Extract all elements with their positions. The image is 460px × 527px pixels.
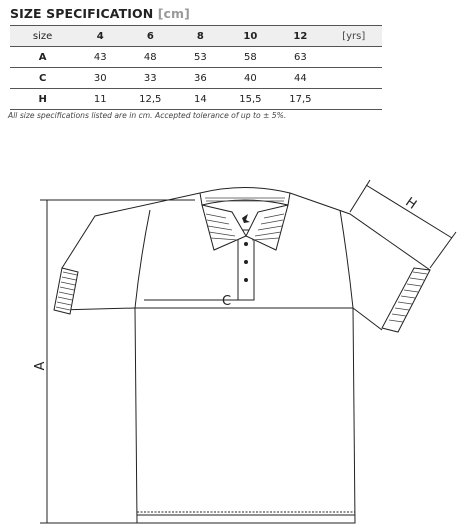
size-header: size — [10, 26, 75, 47]
dimension-h — [350, 180, 456, 268]
placket — [238, 230, 254, 300]
tolerance-note: All size specifications listed are in cm. Accepted tolerance of up to ± 5%. — [8, 111, 287, 120]
left-sleeve-cuff — [54, 268, 78, 314]
table-cell: 17,5 — [275, 89, 325, 110]
dimension-a — [40, 200, 195, 523]
shirt-body-outline — [135, 308, 355, 523]
dimension-c-label: C — [222, 294, 232, 309]
table-cell: 14 — [175, 89, 225, 110]
table-cell: 33 — [125, 68, 175, 89]
table-cell: 40 — [225, 68, 275, 89]
dimension-a-label: A — [33, 361, 48, 371]
size-header-cell: 12 — [275, 26, 325, 47]
title-text: SIZE SPECIFICATION — [10, 6, 154, 21]
years-unit: [yrs] — [325, 26, 382, 47]
size-spec-title — [10, 6, 190, 21]
size-header-cell: 8 — [175, 26, 225, 47]
table-cell-empty — [325, 47, 382, 68]
table-cell: 44 — [275, 68, 325, 89]
polo-shirt-diagram — [0, 170, 460, 527]
table-row — [10, 89, 382, 110]
size-header-cell: 6 — [125, 26, 175, 47]
right-sleeve-cuff — [382, 268, 430, 332]
row-label: H — [10, 89, 75, 110]
table-cell-empty — [325, 68, 382, 89]
table-cell-empty — [325, 89, 382, 110]
button-1 — [244, 242, 248, 246]
size-header-cell: 10 — [225, 26, 275, 47]
table-header-row — [10, 26, 382, 47]
size-table — [10, 25, 382, 110]
table-cell: 15,5 — [225, 89, 275, 110]
table-cell: 53 — [175, 47, 225, 68]
table-cell: 36 — [175, 68, 225, 89]
placket-buttons — [244, 242, 248, 282]
title-unit: [cm] — [157, 6, 190, 21]
row-label: A — [10, 47, 75, 68]
button-2 — [244, 260, 248, 264]
table-cell: 63 — [275, 47, 325, 68]
table-cell: 11 — [75, 89, 125, 110]
bird-logo-icon — [242, 214, 250, 223]
dimension-h-label: H — [402, 194, 420, 213]
button-3 — [244, 278, 248, 282]
table-row — [10, 68, 382, 89]
table-cell: 12,5 — [125, 89, 175, 110]
table-cell: 43 — [75, 47, 125, 68]
table-cell: 58 — [225, 47, 275, 68]
size-header-cell: 4 — [75, 26, 125, 47]
table-row — [10, 47, 382, 68]
left-shoulder — [62, 193, 200, 268]
table-cell: 30 — [75, 68, 125, 89]
row-label: C — [10, 68, 75, 89]
table-cell: 48 — [125, 47, 175, 68]
